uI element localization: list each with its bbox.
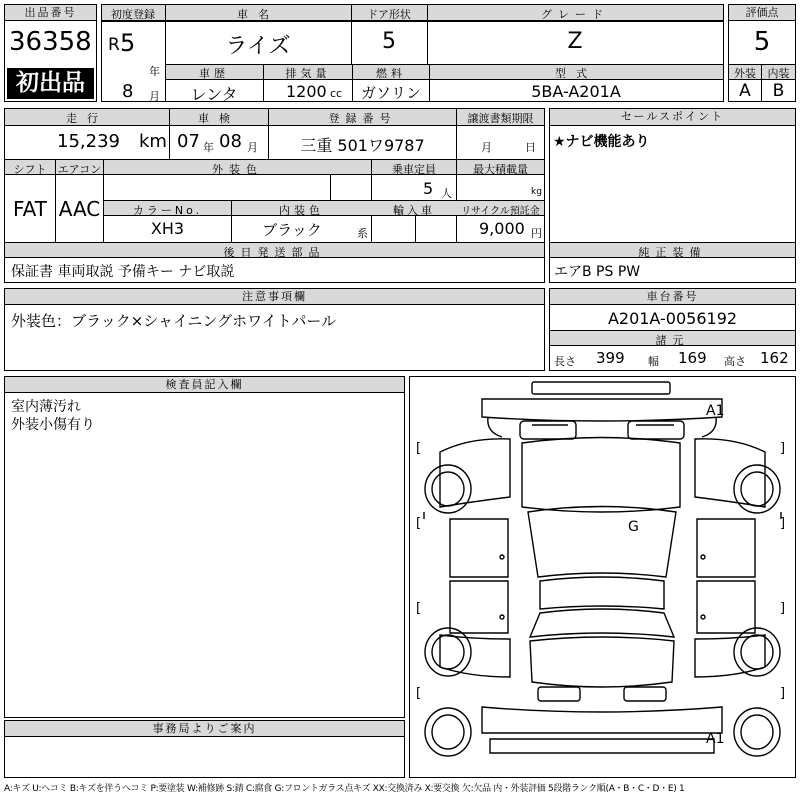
shift-label: シフト <box>13 163 47 176</box>
transfer-label: 譲渡書類期限 <box>467 112 534 125</box>
grade-value: Z <box>567 29 583 54</box>
height-value: 162 <box>760 349 789 367</box>
plate-value: 三重 501ワ9787 <box>300 136 425 155</box>
office-label: 事務局よりご案内 <box>5 721 404 737</box>
max-load-unit: kg <box>531 187 542 197</box>
recycle-label: リサイクル預託金 <box>461 206 540 217</box>
inspection-month: 08 <box>219 131 242 152</box>
reg-month: 8 <box>122 81 134 102</box>
model-code-label: 型式 <box>555 67 597 80</box>
svg-text:]: ] <box>780 686 786 701</box>
inspector-line-1: 室内薄汚れ <box>11 399 81 415</box>
notes-label: 注意事項欄 <box>5 289 544 305</box>
lot-number-label: 出品番号 <box>5 5 96 21</box>
svg-text:[: [ <box>416 601 422 616</box>
import-label: 輸入車 <box>393 204 435 217</box>
office-box <box>4 720 405 778</box>
reg-era: R <box>108 35 120 55</box>
diagram-mark-windshield: G <box>628 519 639 535</box>
length-label: 長さ <box>554 355 576 368</box>
max-load-label: 最大積載量 <box>473 163 528 176</box>
length-value: 399 <box>596 349 625 367</box>
displacement-label: 排気量 <box>285 67 331 80</box>
first-listing-badge: 初出品 <box>7 68 94 99</box>
mileage-value: 15,239 <box>57 131 120 152</box>
inspector-label: 検査員記入欄 <box>5 377 404 393</box>
int-grade-value: B <box>772 81 785 101</box>
diagram-mark-front: A1 <box>706 403 725 419</box>
transfer-month-unit: 月 <box>481 141 492 154</box>
sales-point-value: ★ナビ機能あり <box>553 134 650 150</box>
reg-label: 初度登録 <box>111 8 155 21</box>
shift-value: FAT <box>12 197 47 221</box>
height-label: 高さ <box>724 355 746 368</box>
damage-diagram <box>409 376 796 778</box>
notes-value: 外装色：ブラック×シャイニングホワイトパール <box>11 312 337 330</box>
fuel-label: 燃料 <box>376 67 406 80</box>
capacity-value: 5 <box>423 179 434 198</box>
int-color-value: ブラック <box>262 221 322 239</box>
door-value: 5 <box>382 29 396 54</box>
displacement-value: 1200 <box>286 82 327 101</box>
equipment-value: エアB PS PW <box>554 264 641 280</box>
svg-text:[: [ <box>416 516 422 531</box>
grade-label: グレード <box>541 8 609 21</box>
score-box <box>728 4 796 102</box>
width-label: 幅 <box>648 355 659 368</box>
mileage-label: 走行 <box>66 112 108 125</box>
int-color-suffix: 系 <box>357 227 368 240</box>
chassis-label: 車台番号 <box>550 289 795 305</box>
int-color-label: 内装色 <box>279 204 324 217</box>
transfer-day-unit: 日 <box>525 141 536 154</box>
ext-color-label: 外装色 <box>212 163 263 176</box>
equipment-label: 純正装備 <box>638 246 707 259</box>
color-no-label: カラーNo. <box>132 204 203 217</box>
model-code-value: 5BA-A201A <box>531 82 621 101</box>
car-name-value: ライズ <box>225 34 291 59</box>
inspection-year-unit: 年 <box>203 141 214 154</box>
inspection-label: 車検 <box>198 112 240 125</box>
lot-number: 36358 <box>9 27 92 57</box>
chassis-value: A201A-0056192 <box>607 309 738 328</box>
inspection-month-unit: 月 <box>247 141 258 154</box>
later-parts-value: 保証書 車両取説 予備キー ナビ取説 <box>11 264 235 280</box>
notes-box <box>4 288 545 371</box>
inspection-year: 07 <box>177 131 200 152</box>
fuel-value: ガソリン <box>360 84 421 102</box>
width-value: 169 <box>678 349 707 367</box>
diagram-mark-rear: A1 <box>706 731 725 747</box>
plate-label: 登録番号 <box>328 112 397 125</box>
reg-year-unit: 年 <box>149 65 160 78</box>
aircon-label: エアコン <box>57 163 102 176</box>
capacity-label: 乗車定員 <box>392 163 436 176</box>
svg-text:]: ] <box>780 441 786 456</box>
chassis-box <box>549 288 796 371</box>
later-parts-label: 後日発送部品 <box>223 246 326 259</box>
recycle-unit: 円 <box>531 227 542 240</box>
car-name-label: 車名 <box>237 8 279 21</box>
aircon-value: AAC <box>58 197 101 221</box>
door-label: ドア形状 <box>367 8 411 21</box>
sales-point-box <box>549 108 796 283</box>
vehicle-details <box>4 108 545 283</box>
recycle-value: 9,000 <box>479 219 525 238</box>
history-value: レンタ <box>190 85 238 104</box>
reg-month-unit: 月 <box>149 90 160 103</box>
legend-text: A:キズ U:ヘコミ B:キズを伴うヘコミ P:要塗装 W:補修跡 S:錆 C:腐食 G:フロントガラス点キズ XX:交換済み X:要交換 欠:欠品 内・外装評価 5段階ランク順(A・B・C・D・E) 1 <box>4 784 685 794</box>
capacity-unit: 人 <box>441 187 452 200</box>
vehicle-summary <box>101 4 724 102</box>
score-value: 5 <box>753 27 771 57</box>
history-label: 車歴 <box>199 67 229 80</box>
color-no-value: XH3 <box>150 219 185 238</box>
svg-text:]: ] <box>780 516 786 531</box>
svg-text:[: [ <box>416 441 422 456</box>
inspector-box <box>4 376 405 718</box>
dims-label: 諸元 <box>655 334 690 347</box>
displacement-unit: cc <box>330 87 343 100</box>
mileage-unit: km <box>139 131 167 152</box>
svg-text:[: [ <box>416 686 422 701</box>
sales-point-label: セールスポイント <box>550 109 795 126</box>
score-label: 評価点 <box>729 5 795 21</box>
svg-text:]: ] <box>780 601 786 616</box>
ext-grade-label: 外装 <box>734 67 756 80</box>
car-outline-diagram <box>410 377 795 777</box>
inspector-line-2: 外装小傷有り <box>11 417 95 433</box>
ext-grade-value: A <box>739 81 751 101</box>
int-grade-label: 内装 <box>767 67 790 80</box>
reg-year: 5 <box>120 29 136 57</box>
lot-box <box>4 4 97 102</box>
